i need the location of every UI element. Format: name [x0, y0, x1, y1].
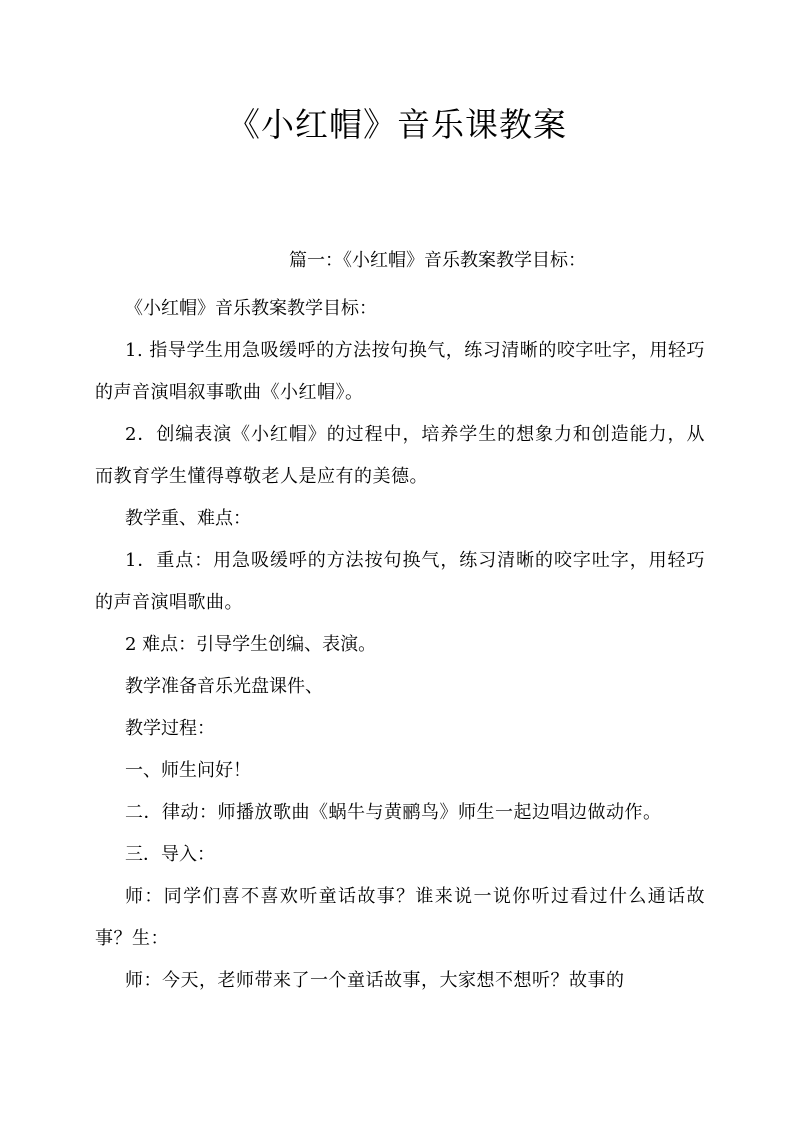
paragraph: 二．律动：师播放歌曲《蜗牛与黄鹂鸟》师生一起边唱边做动作。 — [125, 802, 662, 823]
paragraph: 三．导入： — [125, 844, 215, 865]
paragraph: 2 难点：引导学生创编、表演。 — [125, 634, 377, 655]
document-subtitle: 篇一：《小红帽》音乐教案教学目标： — [289, 250, 586, 271]
paragraph: 教学重、难点： — [125, 508, 251, 529]
paragraph: 教学准备音乐光盘课件、 — [125, 676, 323, 697]
paragraph: 一、师生问好！ — [125, 760, 251, 781]
paragraph: 1．重点：用急吸缓呼的方法按句换气，练习清晰的咬字吐字，用轻巧的声音演唱歌曲。 — [95, 550, 705, 613]
paragraph: 教学过程： — [125, 718, 215, 739]
document-body — [95, 288, 705, 1002]
paragraph: 《小红帽》音乐教案教学目标： — [125, 298, 377, 319]
paragraph: 师：同学们喜不喜欢听童话故事？谁来说一说你听过看过什么通话故事？生： — [95, 886, 705, 949]
paragraph: 1. 指导学生用急吸缓呼的方法按句换气，练习清晰的咬字吐字，用轻巧的声音演唱叙事歌曲《小红帽》。 — [95, 340, 705, 403]
document-title: 《小红帽》音乐课教案 — [227, 105, 567, 144]
paragraph: 2．创编表演《小红帽》的过程中，培养学生的想象力和创造能力，从而教育学生懂得尊敬老人是应有的美德。 — [95, 424, 705, 487]
paragraph: 师：今天，老师带来了一个童话故事，大家想不想听？故事的 — [125, 970, 625, 991]
